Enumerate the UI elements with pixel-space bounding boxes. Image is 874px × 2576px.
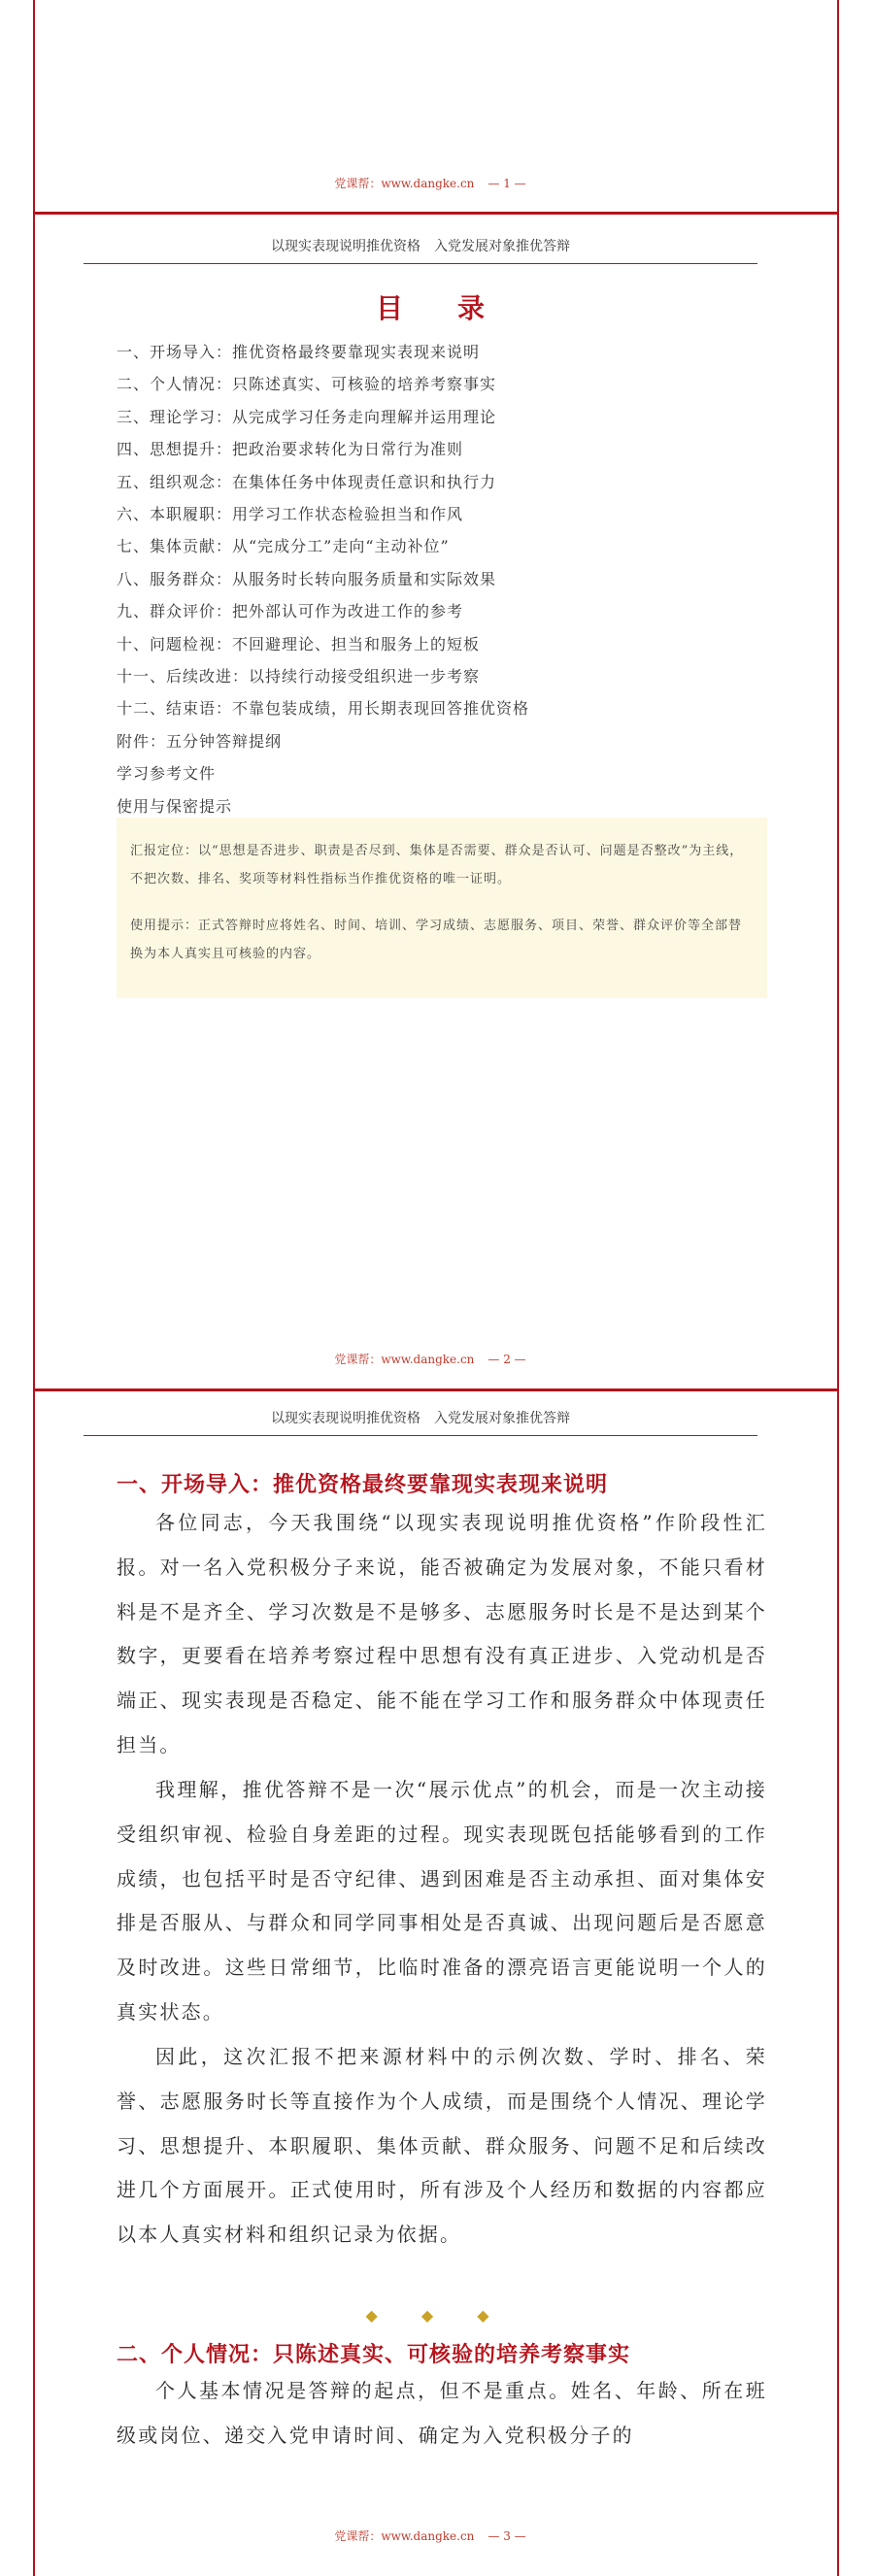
usage-note-box [117, 818, 767, 998]
page-footer [0, 1351, 874, 1367]
toc-item[interactable]: 一、开场导入：推优资格最终要靠现实表现来说明 [117, 343, 481, 361]
toc-item[interactable]: 十、问题检视：不回避理论、担当和服务上的短板 [117, 634, 481, 653]
footer-page-number: — 1 — [487, 177, 526, 190]
footer-page-number: — 2 — [487, 1353, 526, 1366]
header-divider [84, 263, 757, 264]
toc-title: 目 录 [375, 292, 498, 324]
body-paragraph: 各位同志，今天我围绕“以现实表现说明推优资格”作阶段性汇报。对一名入党积极分子来说，能否被确定为发展对象，不能只看材料是不是齐全、学习次数是不是够多、志愿服务时长是不是达到某个数字，更要看在培养考察过程中思想有没有真正进步、入党动机是否端正、现实表现是否稳定、能不能在学习工作和服务群众中体现责任担当。 [117, 1511, 767, 1756]
table-of-contents [117, 336, 777, 822]
note-positioning: 汇报定位：以“思想是否进步、职责是否尽到、集体是否需要、群众是否认可、问题是否整改”为主线，不把次数、排名、奖项等材料性指标当作推优资格的唯一证明。 [130, 844, 744, 887]
toc-item[interactable]: 五、组织观念：在集体任务中体现责任意识和执行力 [117, 472, 497, 491]
toc-item[interactable]: 四、思想提升：把政治要求转化为日常行为准则 [117, 440, 464, 459]
toc-item[interactable]: 十二、结束语：不靠包装成绩，用长期表现回答推优资格 [117, 699, 530, 719]
toc-item[interactable]: 三、理论学习：从完成学习任务走向理解并运用理论 [117, 407, 497, 426]
footer-site[interactable]: 党课帮：www.dangke.cn [334, 2529, 475, 2543]
toc-item[interactable]: 使用与保密提示 [117, 796, 233, 816]
toc-item[interactable]: 七、集体贡献：从“完成分工”走向“主动补位” [117, 537, 450, 556]
page-header: 以现实表现说明推优资格 入党发展对象推优答辩 [271, 1411, 570, 1426]
page-footer [0, 2527, 874, 2544]
toc-item[interactable]: 六、本职履职：用学习工作状态检验担当和作风 [117, 505, 464, 524]
body-paragraph: 我理解，推优答辩不是一次“展示优点”的机会，而是一次主动接受组织审视、检验自身差距的过程。现实表现既包括能够看到的工作成绩，也包括平时是否守纪律、遇到困难是否主动承担、面对集体安排是否服从、与群众和同学同事相处是否真诚、出现问题后是否愿意及时改进。这些日常细节，比临时准备的漂亮语言更能说明一个人的真实状态。 [117, 1778, 767, 2024]
body-paragraph: 个人基本情况是答辩的起点，但不是重点。姓名、年龄、所在班级或岗位、递交入党申请时间、确定为入党积极分子的 [117, 2379, 767, 2447]
section-divider: ◆ ◆ ◆ [365, 2306, 509, 2325]
header-divider [84, 1435, 757, 1436]
section-title: 一、开场导入：推优资格最终要靠现实表现来说明 [117, 1472, 609, 1497]
footer-page-number: — 3 — [487, 2529, 526, 2543]
toc-item[interactable]: 二、个人情况：只陈述真实、可核验的培养考察事实 [117, 375, 497, 394]
body-paragraph: 因此，这次汇报不把来源材料中的示例次数、学时、排名、荣誉、志愿服务时长等直接作为个人成绩，而是围绕个人情况、理论学习、思想提升、本职履职、集体贡献、群众服务、问题不足和后续改进几个方面展开。正式使用时，所有涉及个人经历和数据的内容都应以本人真实材料和组织记录为依据。 [117, 2045, 767, 2247]
note-usage: 使用提示：正式答辩时应将姓名、时间、培训、学习成绩、志愿服务、项目、荣誉、群众评价等全部替换为本人真实且可核验的内容。 [130, 919, 743, 961]
footer-site[interactable]: 党课帮：www.dangke.cn [334, 1353, 475, 1366]
page-footer [0, 175, 874, 191]
toc-item[interactable]: 八、服务群众：从服务时长转向服务质量和实际效果 [117, 569, 497, 588]
toc-item[interactable]: 附件：五分钟答辩提纲 [117, 731, 283, 751]
toc-item[interactable]: 九、群众评价：把外部认可作为改进工作的参考 [117, 602, 464, 621]
section-title: 二、个人情况：只陈述真实、可核验的培养考察事实 [117, 2342, 631, 2367]
toc-item[interactable]: 学习参考文件 [117, 764, 217, 784]
page-header: 以现实表现说明推优资格 入党发展对象推优答辩 [271, 239, 570, 254]
toc-item[interactable]: 十一、后续改进：以持续行动接受组织进一步考察 [117, 667, 481, 686]
footer-site[interactable]: 党课帮：www.dangke.cn [334, 177, 475, 190]
